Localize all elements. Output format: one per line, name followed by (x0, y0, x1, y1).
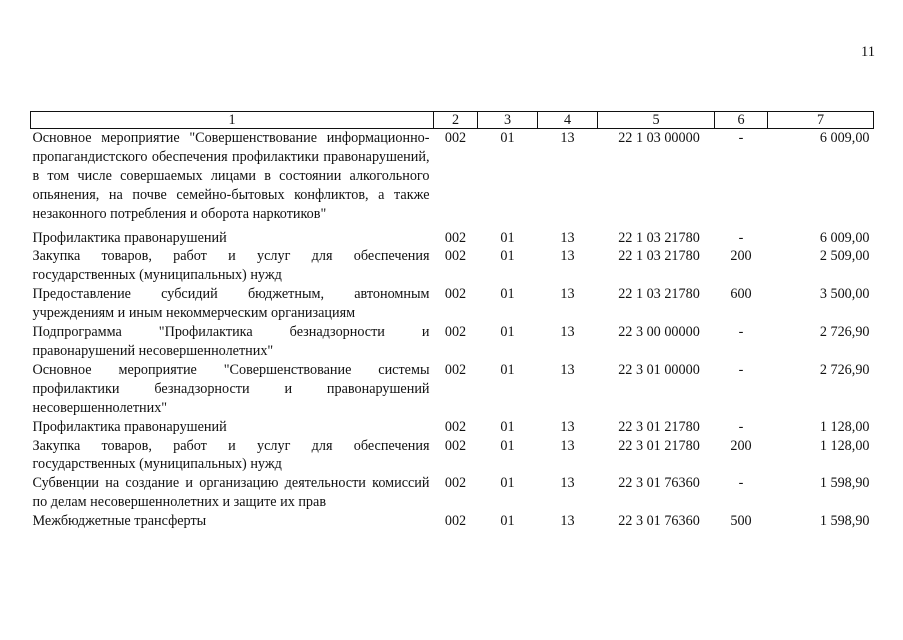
row-target-code: 22 1 03 21780 (618, 229, 700, 246)
column-header-1: 1 (31, 112, 434, 129)
row-amount: 2 726,90 (819, 361, 870, 378)
row-expense-type: - (738, 324, 744, 341)
row-amount: 1 128,00 (819, 418, 870, 435)
row-name: Подпрограмма "Профилактика безнадзорности и правонарушений несовершеннолетних" (32, 324, 430, 359)
row-expense-type: - (738, 229, 744, 246)
row-target-code: 22 3 01 76360 (618, 513, 700, 530)
row-expense-type: - (738, 475, 744, 492)
row-subsection: 13 (560, 361, 575, 378)
row-section: 01 (500, 437, 515, 454)
row-target-code: 22 3 01 21780 (618, 437, 700, 454)
row-subsection: 13 (560, 286, 575, 303)
row-ministry: 002 (444, 361, 467, 378)
table-row (31, 129, 874, 229)
table-row (31, 285, 874, 323)
row-section: 01 (500, 513, 515, 530)
column-header-4: 4 (538, 112, 598, 129)
row-expense-type: 200 (730, 437, 752, 454)
row-section: 01 (500, 324, 515, 341)
row-expense-type: 500 (730, 513, 752, 530)
row-subsection: 13 (560, 130, 575, 146)
row-target-code: 22 1 03 21780 (618, 286, 700, 303)
row-subsection: 13 (560, 324, 575, 341)
row-subsection: 13 (560, 229, 575, 246)
column-header-3: 3 (478, 112, 538, 129)
row-ministry: 002 (444, 475, 467, 492)
row-subsection: 13 (560, 437, 575, 454)
row-name: Профилактика правонарушений (32, 229, 227, 246)
row-expense-type: - (738, 361, 744, 378)
row-subsection: 13 (560, 513, 575, 530)
table-row (31, 437, 874, 475)
row-expense-type: - (738, 418, 744, 435)
row-name: Субвенции на создание и организацию деятельности комиссий по делам несовершеннолетних и защите их прав (32, 475, 430, 511)
row-amount: 2 509,00 (819, 248, 870, 265)
row-name: Предоставление субсидий бюджетным, автономным учреждениям и иным некоммерческим организациям (32, 286, 430, 322)
table-row (31, 512, 874, 531)
row-ministry: 002 (444, 286, 467, 303)
row-name: Закупка товаров, работ и услуг для обеспечения государственных (муниципальных) нужд (32, 437, 430, 473)
row-section: 01 (500, 475, 515, 492)
row-ministry: 002 (444, 324, 467, 341)
table-row (31, 229, 874, 248)
table-row (31, 323, 874, 361)
row-amount: 1 598,90 (819, 475, 870, 492)
row-ministry: 002 (444, 248, 467, 265)
row-ministry: 002 (444, 513, 467, 530)
row-section: 01 (500, 286, 515, 303)
page-number: 11 (861, 44, 875, 60)
table-row (31, 247, 874, 285)
row-section: 01 (500, 248, 515, 265)
row-target-code: 22 1 03 21780 (618, 248, 700, 265)
row-subsection: 13 (560, 418, 575, 435)
row-amount: 6 009,00 (819, 130, 870, 146)
budget-table (30, 111, 874, 531)
row-target-code: 22 3 01 21780 (618, 418, 700, 435)
row-amount: 2 726,90 (819, 324, 870, 341)
row-section: 01 (500, 361, 515, 378)
row-target-code: 22 1 03 00000 (618, 130, 700, 146)
row-expense-type: 600 (730, 286, 752, 303)
column-header-7: 7 (768, 112, 874, 129)
row-amount: 1 598,90 (819, 513, 870, 530)
row-target-code: 22 3 00 00000 (618, 324, 700, 341)
row-name: Межбюджетные трансферты (32, 513, 207, 530)
row-ministry: 002 (444, 437, 467, 454)
column-header-6: 6 (715, 112, 768, 129)
row-amount: 6 009,00 (819, 229, 870, 246)
row-expense-type: 200 (730, 248, 752, 265)
column-header-5: 5 (598, 112, 715, 129)
row-section: 01 (500, 418, 515, 435)
table-row (31, 474, 874, 512)
row-section: 01 (500, 229, 515, 246)
row-target-code: 22 3 01 76360 (618, 475, 700, 492)
row-name: Профилактика правонарушений (32, 418, 227, 435)
row-ministry: 002 (444, 130, 467, 146)
row-amount: 3 500,00 (819, 286, 870, 303)
row-subsection: 13 (560, 475, 575, 492)
row-subsection: 13 (560, 248, 575, 265)
row-target-code: 22 3 01 00000 (618, 361, 700, 378)
row-name: Основное мероприятие "Совершенствование информационно-пропагандистского обеспечения профилактики правонарушений, в том числе совершаемых лицами в состоянии алкогольного опьянения, на почве семейно-бытовых конфликтов, а также незаконного потребления и оборота наркотиков" (32, 130, 430, 222)
row-expense-type: - (738, 130, 744, 146)
row-name: Закупка товаров, работ и услуг для обеспечения государственных (муниципальных) нужд (32, 248, 430, 284)
table-row (31, 361, 874, 418)
table-row (31, 418, 874, 437)
row-section: 01 (500, 130, 515, 146)
row-amount: 1 128,00 (819, 437, 870, 454)
column-header-2: 2 (434, 112, 478, 129)
row-ministry: 002 (444, 229, 467, 246)
row-ministry: 002 (444, 418, 467, 435)
row-name: Основное мероприятие "Совершенствование системы профилактики безнадзорности и правонарушений несовершеннолетних" (32, 361, 430, 416)
header-row (31, 112, 874, 129)
